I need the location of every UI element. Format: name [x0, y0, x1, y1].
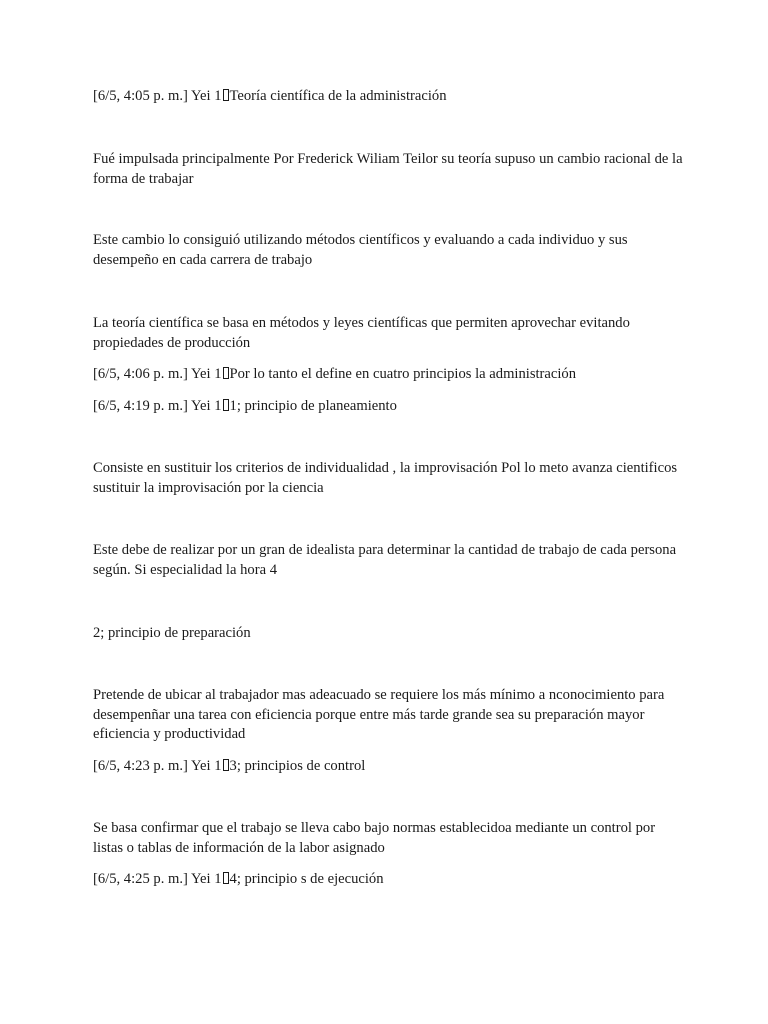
paragraph-text: 4; principio s de ejecución: [229, 871, 384, 887]
timestamp-prefix: [6/5, 4:25 p. m.] Yei: [93, 871, 215, 887]
chat-line-paragraph: [93, 757, 683, 777]
missing-glyph-icon: [223, 759, 229, 771]
list-marker: 1: [214, 398, 222, 414]
missing-glyph-icon: [223, 367, 229, 379]
paragraph-text: Por lo tanto el define en cuatro principios la administración: [229, 366, 577, 382]
paragraph-text: Pretende de ubicar al trabajador mas adeacuado se requiere los más mínimo a nconocimiento para desempenñar una tarea con eficiencia porque entre más tarde grande sea su preparación mayor eficiencia y productividad: [93, 687, 665, 742]
paragraph-text: Consiste en sustituir los criterios de individualidad , la improvisación Pol lo meto avanza cientificos sustituir la improvisación por la ciencia: [93, 460, 678, 496]
body-paragraph: [93, 314, 683, 353]
missing-glyph-icon: [223, 872, 229, 884]
paragraph-text: Fué impulsada principalmente Por Frederick Wiliam Teilor su teoría supuso un cambio racional de la forma de trabajar: [93, 151, 683, 187]
body-paragraph: [93, 459, 683, 498]
paragraph-text: Este cambio lo consiguió utilizando métodos científicos y evaluando a cada individuo y sus desempeño en cada carrera de trabajo: [93, 232, 628, 268]
body-paragraph: [93, 541, 683, 580]
paragraph-text: La teoría científica se basa en métodos y leyes científicas que permiten aprovechar evitando propiedades de producción: [93, 315, 630, 351]
timestamp-prefix: [6/5, 4:06 p. m.] Yei: [93, 366, 215, 382]
chat-line-paragraph: [93, 365, 683, 385]
list-marker: 1: [214, 366, 222, 382]
body-paragraph: [93, 686, 683, 745]
body-paragraph: [93, 624, 683, 644]
paragraph-text: 1; principio de planeamiento: [229, 398, 397, 414]
timestamp-prefix: [6/5, 4:19 p. m.] Yei: [93, 398, 215, 414]
paragraph-text: Se basa confirmar que el trabajo se lleva cabo bajo normas establecidoa mediante un control por listas o tablas de información de la labor asignado: [93, 820, 656, 856]
chat-line-paragraph: [93, 87, 683, 107]
timestamp-prefix: [6/5, 4:05 p. m.] Yei: [93, 88, 215, 104]
body-paragraph: [93, 231, 683, 270]
paragraph-text: Teoría científica de la administración: [229, 88, 447, 104]
missing-glyph-icon: [223, 399, 229, 411]
body-paragraph: [93, 819, 683, 858]
list-marker: 1: [214, 871, 222, 887]
chat-line-paragraph: [93, 397, 683, 417]
paragraph-text: 2; principio de preparación: [93, 625, 251, 641]
body-paragraph: [93, 150, 683, 189]
list-marker: 1: [214, 758, 222, 774]
list-marker: 1: [214, 88, 222, 104]
chat-line-paragraph: [93, 870, 683, 890]
missing-glyph-icon: [223, 89, 229, 101]
paragraph-text: Este debe de realizar por un gran de idealista para determinar la cantidad de trabajo de cada persona según. Si especialidad la hora 4: [93, 542, 677, 578]
paragraph-text: 3; principios de control: [229, 758, 366, 774]
timestamp-prefix: [6/5, 4:23 p. m.] Yei: [93, 758, 215, 774]
